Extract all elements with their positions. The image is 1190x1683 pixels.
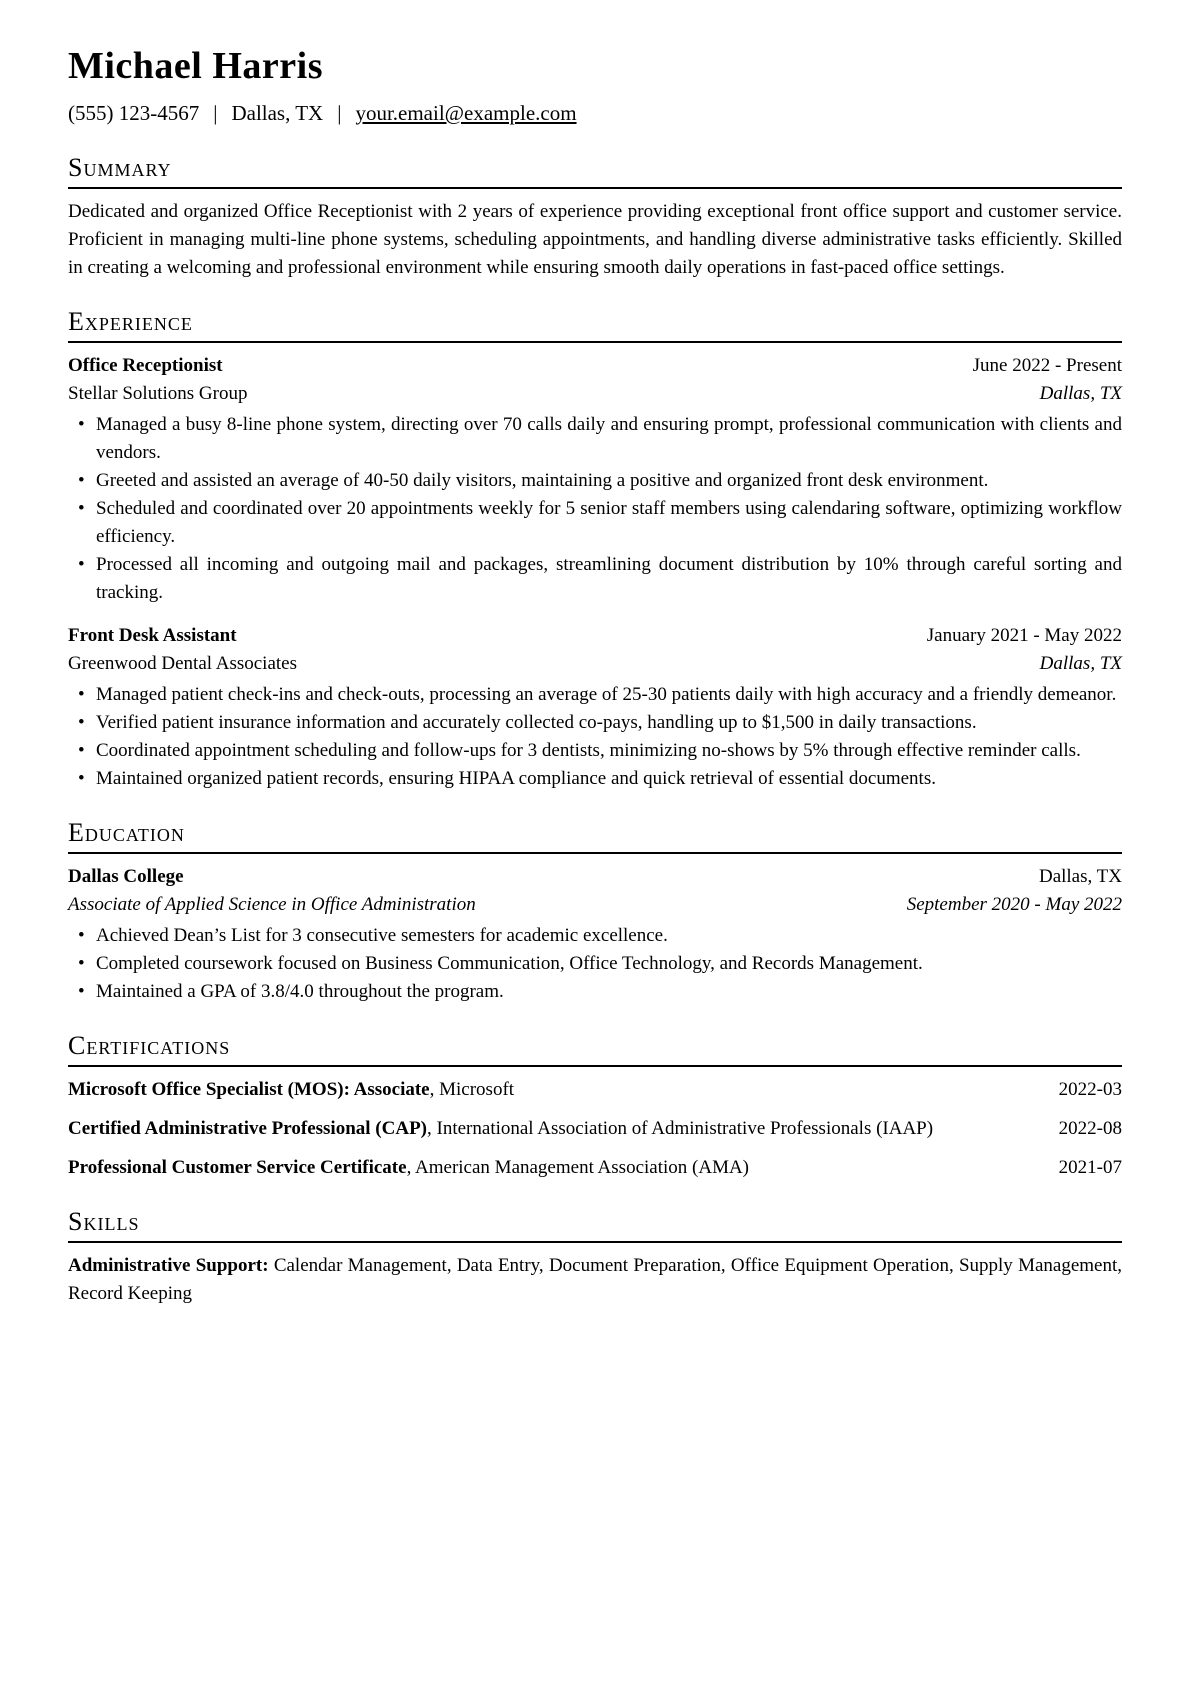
education-bullet: • Achieved Dean’s List for 3 consecutive semesters for academic excellence.	[68, 922, 1122, 950]
experience-entry	[68, 352, 1122, 607]
contact-separator: |	[337, 101, 342, 125]
phone-number: (555) 123-4567	[68, 101, 200, 125]
degree-row	[68, 891, 1122, 919]
experience-entry	[68, 622, 1122, 793]
job-location: Dallas, TX	[1039, 383, 1122, 404]
job-bullet: • Verified patient insurance information and accurately collected co-pays, handling up to $1,500 in daily transactions.	[68, 709, 1122, 737]
certification-text	[68, 1115, 1122, 1143]
school-name: Dallas College	[68, 866, 184, 887]
job-bullet: • Maintained organized patient records, ensuring HIPAA compliance and quick retrieval of essential documents.	[68, 765, 1122, 793]
certification-date: 2022-08	[1058, 1118, 1122, 1139]
certification-entry	[68, 1076, 1122, 1104]
job-company-row	[68, 380, 1122, 408]
certification-issuer: , American Management Association (AMA)	[406, 1157, 750, 1178]
school-location: Dallas, TX	[1038, 866, 1122, 887]
section-education	[68, 818, 1122, 1006]
degree-name: Associate of Applied Science in Office Administration	[68, 894, 476, 915]
skill-line	[68, 1252, 1122, 1308]
experience-section-title: Experience	[68, 307, 1122, 343]
job-title-row	[68, 352, 1122, 380]
job-title: Front Desk Assistant	[68, 625, 237, 646]
education-dates: September 2020 - May 2022	[906, 894, 1122, 915]
school-row	[68, 863, 1122, 891]
job-bullet-list	[68, 411, 1122, 607]
job-title-row	[68, 622, 1122, 650]
job-title: Office Receptionist	[68, 355, 223, 376]
job-bullet: • Managed patient check-ins and check-outs, processing an average of 25-30 patients daily with high accuracy and a friendly demeanor.	[68, 681, 1122, 709]
job-company: Stellar Solutions Group	[68, 383, 248, 404]
certification-date: 2021-07	[1058, 1157, 1122, 1178]
section-experience	[68, 307, 1122, 793]
location-text: Dallas, TX	[231, 101, 324, 125]
header	[68, 44, 1122, 128]
job-bullet: • Processed all incoming and outgoing mail and packages, streamlining document distribution by 10% through careful sorting and tracking.	[68, 551, 1122, 607]
section-summary	[68, 153, 1122, 282]
email-link[interactable]: your.email@example.com	[355, 101, 577, 125]
education-section-title: Education	[68, 818, 1122, 854]
education-bullet: • Maintained a GPA of 3.8/4.0 throughout the program.	[68, 978, 1122, 1006]
certification-name: Microsoft Office Specialist (MOS): Associate	[68, 1079, 430, 1100]
contact-line	[68, 98, 1122, 128]
job-location: Dallas, TX	[1039, 653, 1122, 674]
contact-separator: |	[213, 101, 218, 125]
job-bullet: • Managed a busy 8-line phone system, directing over 70 calls daily and ensuring prompt, professional communication with clients and vendors.	[68, 411, 1122, 467]
job-dates: January 2021 - May 2022	[926, 625, 1122, 646]
certification-issuer: , International Association of Administrative Professionals (IAAP)	[427, 1118, 934, 1139]
certification-issuer: , Microsoft	[429, 1079, 515, 1100]
job-bullet-list	[68, 681, 1122, 793]
job-dates: June 2022 - Present	[972, 355, 1122, 376]
job-bullet: • Greeted and assisted an average of 40-50 daily visitors, maintaining a positive and organized front desk environment.	[68, 467, 1122, 495]
section-certifications	[68, 1031, 1122, 1182]
summary-text: Dedicated and organized Office Receptionist with 2 years of experience providing exceptional front office support and customer service. Proficient in managing multi-line phone systems, scheduling appointments, and handling diverse administrative tasks efficiently. Skilled in creating a welcoming and professional environment while ensuring smooth daily operations in fast-paced office settings.	[68, 201, 1122, 278]
section-skills	[68, 1207, 1122, 1308]
skill-list: Calendar Management, Data Entry, Document Preparation, Office Equipment Operation, Supply Management, Record Keeping	[68, 1255, 1122, 1304]
job-bullet: • Scheduled and coordinated over 20 appointments weekly for 5 senior staff members using calendaring software, optimizing workflow efficiency.	[68, 495, 1122, 551]
education-bullet-list	[68, 922, 1122, 1006]
certification-entry	[68, 1154, 1122, 1182]
certification-text	[68, 1154, 1122, 1182]
skill-category: Administrative Support:	[68, 1255, 269, 1276]
education-entry	[68, 863, 1122, 1006]
person-name: Michael Harris	[68, 45, 323, 87]
summary-section-title: Summary	[68, 153, 1122, 189]
certification-text	[68, 1076, 1122, 1104]
skills-section-title: Skills	[68, 1207, 1122, 1243]
certifications-section-title: Certifications	[68, 1031, 1122, 1067]
job-company: Greenwood Dental Associates	[68, 653, 297, 674]
job-company-row	[68, 650, 1122, 678]
certification-name: Professional Customer Service Certificate	[68, 1157, 407, 1178]
certification-entry	[68, 1115, 1122, 1143]
certification-date: 2022-03	[1058, 1079, 1122, 1100]
education-bullet: • Completed coursework focused on Business Communication, Office Technology, and Records Management.	[68, 950, 1122, 978]
job-bullet: • Coordinated appointment scheduling and follow-ups for 3 dentists, minimizing no-shows by 5% through effective reminder calls.	[68, 737, 1122, 765]
certification-name: Certified Administrative Professional (CAP)	[68, 1118, 428, 1139]
